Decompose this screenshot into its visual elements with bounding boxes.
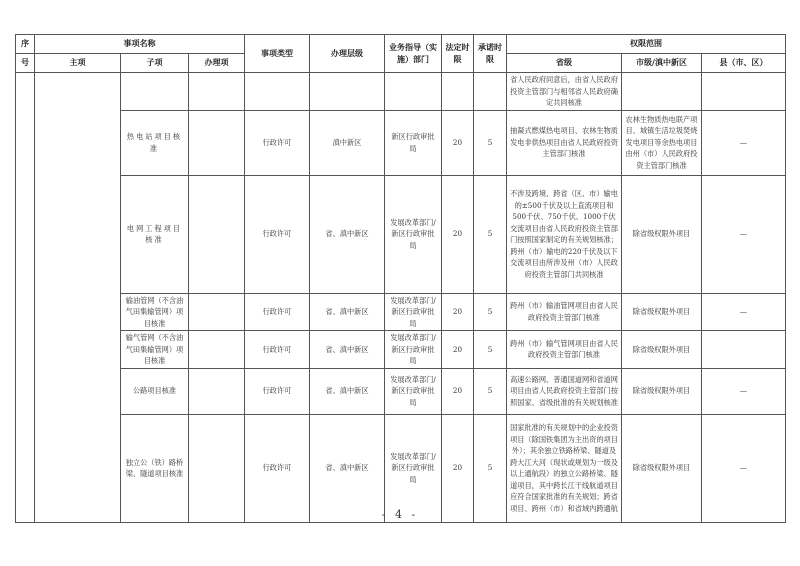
handle-item-cell xyxy=(189,110,245,175)
legal-limit-cell: 20 xyxy=(442,293,474,331)
type-cell: 行政许可 xyxy=(245,331,310,369)
legal-limit-cell: 20 xyxy=(442,175,474,293)
header-city: 市级/滇中新区 xyxy=(622,54,702,73)
city-cell: 除省级权限外项目 xyxy=(622,175,702,293)
header-sub-item: 子项 xyxy=(121,54,189,73)
level-cell: 滇中新区 xyxy=(310,110,385,175)
header-dept: 业务指导（实施）部门 xyxy=(385,35,442,73)
header-seq-bottom: 号 xyxy=(16,54,35,73)
table-row xyxy=(16,293,786,331)
level-cell: 省、滇中新区 xyxy=(310,293,385,331)
county-cell: — xyxy=(702,293,786,331)
handle-item-cell xyxy=(189,73,245,111)
type-cell: 行政许可 xyxy=(245,175,310,293)
level-cell: 省、滇中新区 xyxy=(310,331,385,369)
sub-item-cell: 独立公（铁）路桥梁、隧道项目核准 xyxy=(121,414,189,522)
header-province: 省级 xyxy=(507,54,622,73)
sub-item-cell: 输气管网（不含油气田集输管网）项目核准 xyxy=(121,331,189,369)
type-cell: 行政许可 xyxy=(245,110,310,175)
header-item-name: 事项名称 xyxy=(35,35,245,54)
city-cell: 除省级权限外项目 xyxy=(622,331,702,369)
header-handle-item: 办理项 xyxy=(189,54,245,73)
promise-limit-cell: 5 xyxy=(474,110,507,175)
table-row xyxy=(16,368,786,414)
promise-limit-cell: 5 xyxy=(474,175,507,293)
main-item-cell xyxy=(35,73,121,523)
legal-limit-cell: 20 xyxy=(442,331,474,369)
promise-limit-cell: 5 xyxy=(474,293,507,331)
promise-limit-cell: 5 xyxy=(474,368,507,414)
type-cell: 行政许可 xyxy=(245,293,310,331)
province-cell: 国家批准的有关规划中的企业投资项目（除国铁集团为主出资的项目外）；其余独立铁路桥梁、隧道及跨大江大河（现状或规划为一级及以上通航段）的独立公路桥梁、隧道项目，其中跨长江干线航道项目应符合国家批准的有关规划；跨省项目、跨州（市）和省域内跨通航 xyxy=(507,414,622,522)
dept-cell: 发展改革部门/新区行政审批局 xyxy=(385,368,442,414)
table-row xyxy=(16,331,786,369)
handle-item-cell xyxy=(189,293,245,331)
promise-limit-cell: 5 xyxy=(474,331,507,369)
table-row xyxy=(16,110,786,175)
sub-item-cell: 电网工程项目核准 xyxy=(121,175,189,293)
dept-cell xyxy=(385,73,442,111)
type-cell xyxy=(245,73,310,111)
legal-limit-cell: 20 xyxy=(442,368,474,414)
handle-item-cell xyxy=(189,175,245,293)
dept-cell: 发展改革部门/新区行政审批局 xyxy=(385,414,442,522)
level-cell xyxy=(310,73,385,111)
city-cell: 除省级权限外项目 xyxy=(622,293,702,331)
dept-cell: 发展改革部门/新区行政审批局 xyxy=(385,293,442,331)
legal-limit-cell xyxy=(442,73,474,111)
header-seq-top: 序 xyxy=(16,35,35,54)
city-cell: 除省级权限外项目 xyxy=(622,414,702,522)
county-cell: — xyxy=(702,368,786,414)
header-county: 县（市、区） xyxy=(702,54,786,73)
handle-item-cell xyxy=(189,414,245,522)
legal-limit-cell: 20 xyxy=(442,414,474,522)
city-cell: 除省级权限外项目 xyxy=(622,368,702,414)
table-row xyxy=(16,73,786,111)
type-cell: 行政许可 xyxy=(245,414,310,522)
type-cell: 行政许可 xyxy=(245,368,310,414)
header-promise-limit: 承诺时限 xyxy=(474,35,507,73)
county-cell: — xyxy=(702,175,786,293)
header-legal-limit: 法定时限 xyxy=(442,35,474,73)
sub-item-cell xyxy=(121,73,189,111)
header-scope: 权限范围 xyxy=(507,35,786,54)
province-cell: 省人民政府同意后，由省人民政府投资主管部门与相邻省人民政府确定共同核准 xyxy=(507,73,622,111)
handle-item-cell xyxy=(189,368,245,414)
county-cell xyxy=(702,73,786,111)
province-cell: 高速公路网、普通国道网和省道网项目由省人民政府投资主管部门按照国家、省级批准的有关规划核准 xyxy=(507,368,622,414)
county-cell xyxy=(702,331,786,369)
seq-cell xyxy=(16,73,35,523)
table-row xyxy=(16,175,786,293)
province-cell: 抽凝式燃煤热电项目、农林生物质发电非供热项目由省人民政府投资主管部门核准 xyxy=(507,110,622,175)
header-level: 办理层级 xyxy=(310,35,385,73)
level-cell: 省、滇中新区 xyxy=(310,175,385,293)
promise-limit-cell: 5 xyxy=(474,414,507,522)
dept-cell: 发展改革部门/新区行政审批局 xyxy=(385,331,442,369)
dept-cell: 发展改革部门/新区行政审批局 xyxy=(385,175,442,293)
promise-limit-cell xyxy=(474,73,507,111)
header-item-type: 事项类型 xyxy=(245,35,310,73)
permission-table xyxy=(15,34,786,523)
city-cell xyxy=(622,73,702,111)
city-cell: 农林生物质热电联产项目、城镇生活垃圾焚烧发电项目等余热电项目由州（市）人民政府投资主管部门核准 xyxy=(622,110,702,175)
dept-cell: 新区行政审批局 xyxy=(385,110,442,175)
table-row xyxy=(16,414,786,522)
handle-item-cell xyxy=(189,331,245,369)
page-number: - 4 - xyxy=(381,508,419,521)
sub-item-cell: 公路项目核准 xyxy=(121,368,189,414)
county-cell: — xyxy=(702,110,786,175)
level-cell: 省、滇中新区 xyxy=(310,414,385,522)
legal-limit-cell: 20 xyxy=(442,110,474,175)
province-cell: 不涉及跨境、跨省（区、市）输电的±500千伏及以上直流项目和500千伏、750千伏、1000千伏交流项目由省人民政府投资主管部门按照国家制定的有关规划核准；跨州（市）输电的220千伏及以下交流项目由所涉及州（市）人民政府投资主管部门共同核准 xyxy=(507,175,622,293)
sub-item-cell: 热电站项目核准 xyxy=(121,110,189,175)
province-cell: 跨州（市）输油管网项目由省人民政府投资主管部门核准 xyxy=(507,293,622,331)
province-cell: 跨州（市）输气管网项目由省人民政府投资主管部门核准 xyxy=(507,331,622,369)
county-cell: — xyxy=(702,414,786,522)
level-cell: 省、滇中新区 xyxy=(310,368,385,414)
sub-item-cell: 输油管网（不含油气田集输管网）项目核准 xyxy=(121,293,189,331)
header-main-item: 主项 xyxy=(35,54,121,73)
